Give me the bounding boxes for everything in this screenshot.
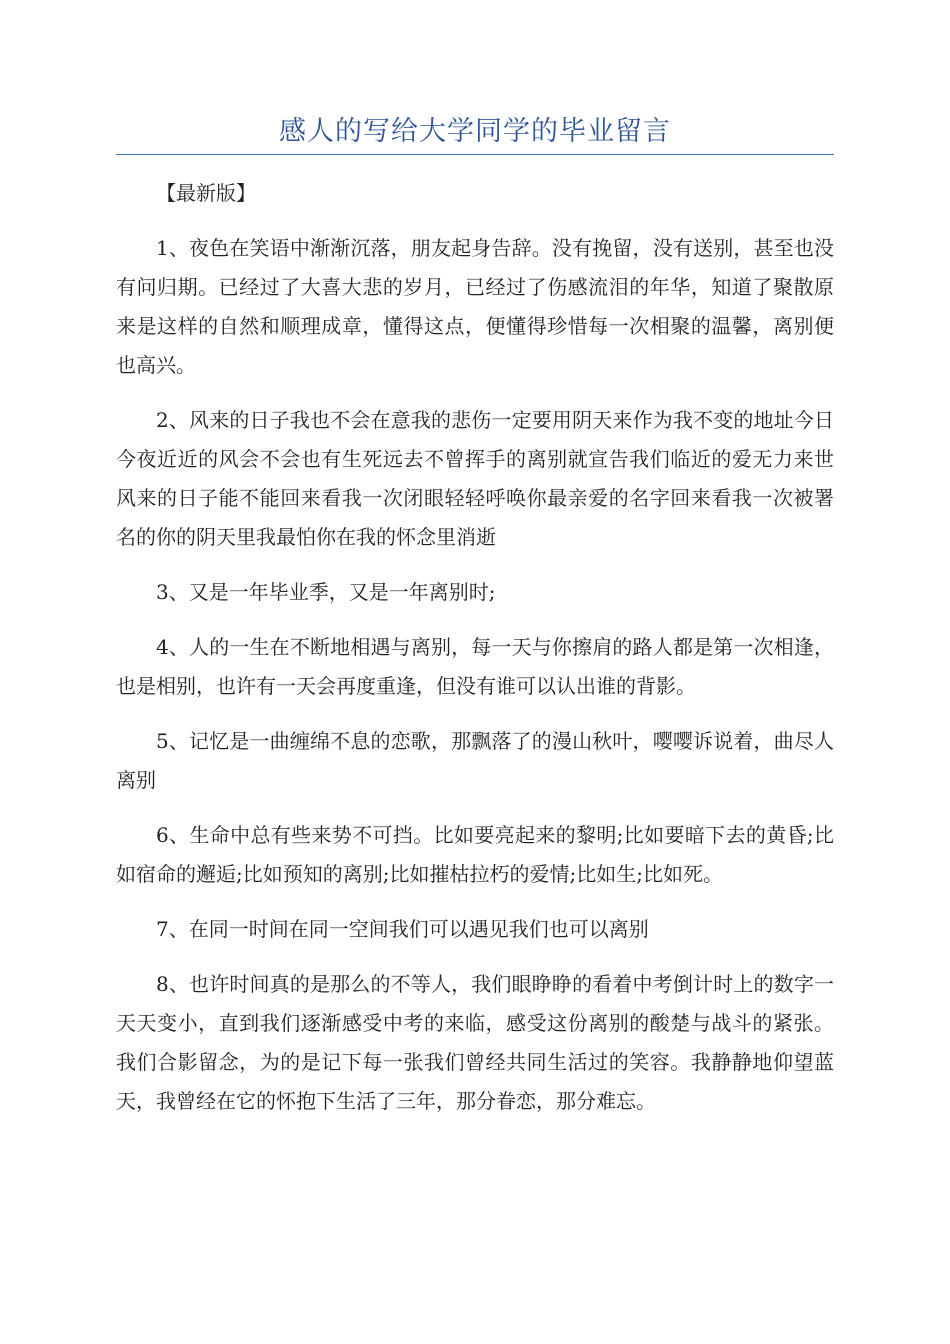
document-body bbox=[116, 174, 834, 1137]
paragraph-8: 8、也许时间真的是那么的不等人，我们眼睁睁的看着中考倒计时上的数字一天天变小，直到我们逐渐感受中考的来临，感受这份离别的酸楚与战斗的紧张。我们合影留念，为的是记下每一张我们曾经共同生活过的笑容。我静静地仰望蓝天，我曾经在它的怀抱下生活了三年，那分眷恋，那分难忘。 bbox=[116, 972, 834, 1113]
paragraph-5: 5、记忆是一曲缠绵不息的恋歌，那飘落了的漫山秋叶，嘤嘤诉说着，曲尽人离别 bbox=[116, 729, 834, 792]
paragraph-4: 4、人的一生在不断地相遇与离别，每一天与你擦肩的路人都是第一次相逢，也是相别，也许有一天会再度重逢，但没有谁可以认出谁的背影。 bbox=[116, 635, 834, 698]
edition-label: 【最新版】 bbox=[156, 181, 256, 205]
paragraph-2: 2、风来的日子我也不会在意我的悲伤一定要用阴天来作为我不变的地址今日今夜近近的风会不会也有生死远去不曾挥手的离别就宣告我们临近的爱无力来世风来的日子能不能回来看我一次闭眼轻轻呼唤你最亲爱的名字回来看我一次被署名的你的阴天里我最怕你在我的怀念里消逝 bbox=[116, 408, 834, 549]
paragraph-3: 3、又是一年毕业季，又是一年离别时; bbox=[156, 580, 496, 604]
paragraph-1: 1、夜色在笑语中渐渐沉落，朋友起身告辞。没有挽留，没有送别，甚至也没有问归期。已经过了大喜大悲的岁月，已经过了伤感流泪的年华，知道了聚散原来是这样的自然和顺理成章，懂得这点，便懂得珍惜每一次相聚的温馨，离别便也高兴。 bbox=[116, 236, 834, 377]
paragraph-6: 6、生命中总有些来势不可挡。比如要亮起来的黎明;比如要暗下去的黄昏;比如宿命的邂逅;比如预知的离别;比如摧枯拉朽的爱情;比如生;比如死。 bbox=[116, 823, 834, 886]
title-underline bbox=[116, 154, 834, 155]
paragraph-7: 7、在同一时间在同一空间我们可以遇见我们也可以离别 bbox=[156, 917, 649, 941]
document-title: 感人的写给大学同学的毕业留言 bbox=[279, 116, 671, 147]
